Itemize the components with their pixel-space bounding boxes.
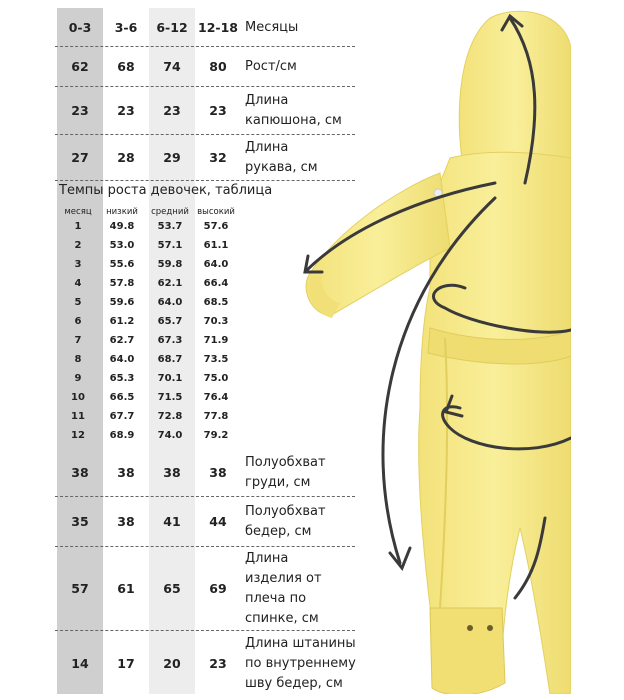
size-chart: [55, 8, 571, 694]
high-cell: 71.9: [203, 335, 229, 346]
measure-label-line: по внутреннему: [245, 656, 356, 671]
measure-label-line: Полуобхват: [245, 504, 326, 519]
high-cell: 64.0: [203, 259, 229, 270]
size-value: 65: [163, 581, 181, 596]
table-row: [55, 259, 255, 277]
size-value: 29: [163, 150, 181, 165]
low-cell: 62.7: [109, 335, 135, 346]
month-cell: 2: [74, 240, 82, 251]
mid-cell: 59.8: [157, 259, 183, 270]
measure-label-line: рукава, см: [245, 160, 318, 175]
measure-label-line: Полуобхват: [245, 455, 326, 470]
size-value: 23: [163, 103, 181, 118]
measure-label-line: шву бедер, см: [245, 676, 343, 691]
month-cell: 8: [74, 354, 82, 365]
size-value: 74: [163, 59, 181, 74]
size-value: 57: [71, 581, 89, 596]
size-value: 28: [117, 150, 135, 165]
table-row: [55, 411, 255, 429]
month-cell: 5: [74, 297, 82, 308]
month-cell: 9: [74, 373, 82, 384]
mid-cell: 68.7: [157, 354, 183, 365]
mid-cell: 71.5: [157, 392, 183, 403]
size-value: 80: [209, 59, 227, 74]
growth-table-title: Темпы роста девочек, таблица: [59, 183, 273, 198]
month-cell: 10: [71, 392, 85, 403]
size-value: 38: [71, 465, 89, 480]
low-cell: 59.6: [109, 297, 135, 308]
size-value: 27: [71, 150, 89, 165]
mid-cell: 57.1: [157, 240, 183, 251]
table-row: [55, 221, 255, 239]
size-value: 17: [117, 656, 135, 671]
month-cell: 12: [71, 430, 85, 441]
jumpsuit: [306, 11, 571, 694]
low-cell: 53.0: [109, 240, 135, 251]
month-cell: 3: [74, 259, 82, 270]
size-value: 23: [209, 103, 227, 118]
table-row: [55, 335, 255, 353]
high-cell: 73.5: [203, 354, 229, 365]
measure-label-line: Длина: [245, 93, 289, 108]
size-value: 38: [163, 465, 181, 480]
size-value: 12-18: [198, 20, 238, 35]
low-cell: 49.8: [109, 221, 135, 232]
measure-label-line: изделия от: [245, 571, 322, 586]
size-value: 62: [71, 59, 89, 74]
size-value: 38: [209, 465, 227, 480]
high-cell: 61.1: [203, 240, 229, 251]
low-cell: 66.5: [109, 392, 135, 403]
size-value: 41: [163, 514, 181, 529]
measure-label-line: спинке, см: [245, 611, 319, 626]
measure-label-line: Месяцы: [245, 20, 299, 35]
size-value: 14: [71, 656, 89, 671]
mid-cell: 53.7: [157, 221, 183, 232]
table-row: [55, 297, 255, 315]
mid-cell: 62.1: [157, 278, 183, 289]
measure-label-line: груди, см: [245, 475, 311, 490]
size-value: 35: [71, 514, 89, 529]
high-cell: 76.4: [203, 392, 229, 403]
mid-cell: 64.0: [157, 297, 183, 308]
jumpsuit-illustration: [240, 8, 571, 694]
size-value: 20: [163, 656, 181, 671]
size-value: 32: [209, 150, 227, 165]
month-cell: 4: [74, 278, 82, 289]
size-value: 38: [117, 465, 135, 480]
size-value: 44: [209, 514, 227, 529]
size-value: 61: [117, 581, 135, 596]
low-cell: 64.0: [109, 354, 135, 365]
table-row: [55, 354, 255, 372]
table-row: [55, 240, 255, 258]
measure-label-line: Длина штанины: [245, 636, 356, 651]
size-value: 0-3: [68, 20, 92, 35]
measure-label-line: капюшона, см: [245, 113, 342, 128]
low-cell: 57.8: [109, 278, 135, 289]
size-value: 69: [209, 581, 227, 596]
measure-label-line: Длина: [245, 551, 289, 566]
mid-cell: 72.8: [157, 411, 183, 422]
low-cell: 67.7: [109, 411, 135, 422]
size-value: 23: [71, 103, 89, 118]
size-value: 3-6: [114, 20, 138, 35]
table-row: [55, 392, 255, 410]
high-cell: 57.6: [203, 221, 229, 232]
size-value: 6-12: [156, 20, 188, 35]
header-month: месяц: [64, 207, 92, 217]
table-row: [55, 316, 255, 334]
size-value: 23: [117, 103, 135, 118]
high-cell: 66.4: [203, 278, 229, 289]
low-cell: 65.3: [109, 373, 135, 384]
mid-cell: 67.3: [157, 335, 183, 346]
high-cell: 70.3: [203, 316, 229, 327]
header-low: низкий: [106, 207, 138, 217]
low-cell: 55.6: [109, 259, 135, 270]
size-value: 68: [117, 59, 135, 74]
month-cell: 11: [71, 411, 85, 422]
growth-table-header: [55, 207, 255, 221]
mid-cell: 70.1: [157, 373, 183, 384]
size-value: 38: [117, 514, 135, 529]
measure-label-line: Длина: [245, 140, 289, 155]
high-cell: 68.5: [203, 297, 229, 308]
month-cell: 1: [74, 221, 82, 232]
high-cell: 77.8: [203, 411, 229, 422]
measure-label-line: бедер, см: [245, 524, 312, 539]
measure-label-line: плеча по: [245, 591, 307, 606]
size-value: 23: [209, 656, 227, 671]
table-row: [55, 278, 255, 296]
mid-cell: 65.7: [157, 316, 183, 327]
low-cell: 68.9: [109, 430, 135, 441]
month-cell: 6: [74, 316, 82, 327]
month-cell: 7: [74, 335, 82, 346]
high-cell: 79.2: [203, 430, 229, 441]
measure-label-line: Рост/см: [245, 59, 297, 74]
table-row: [55, 430, 255, 448]
low-cell: 61.2: [109, 316, 135, 327]
header-mid: средний: [151, 207, 189, 217]
header-high: высокий: [197, 207, 235, 217]
high-cell: 75.0: [203, 373, 229, 384]
mid-cell: 74.0: [157, 430, 183, 441]
table-row: [55, 373, 255, 391]
